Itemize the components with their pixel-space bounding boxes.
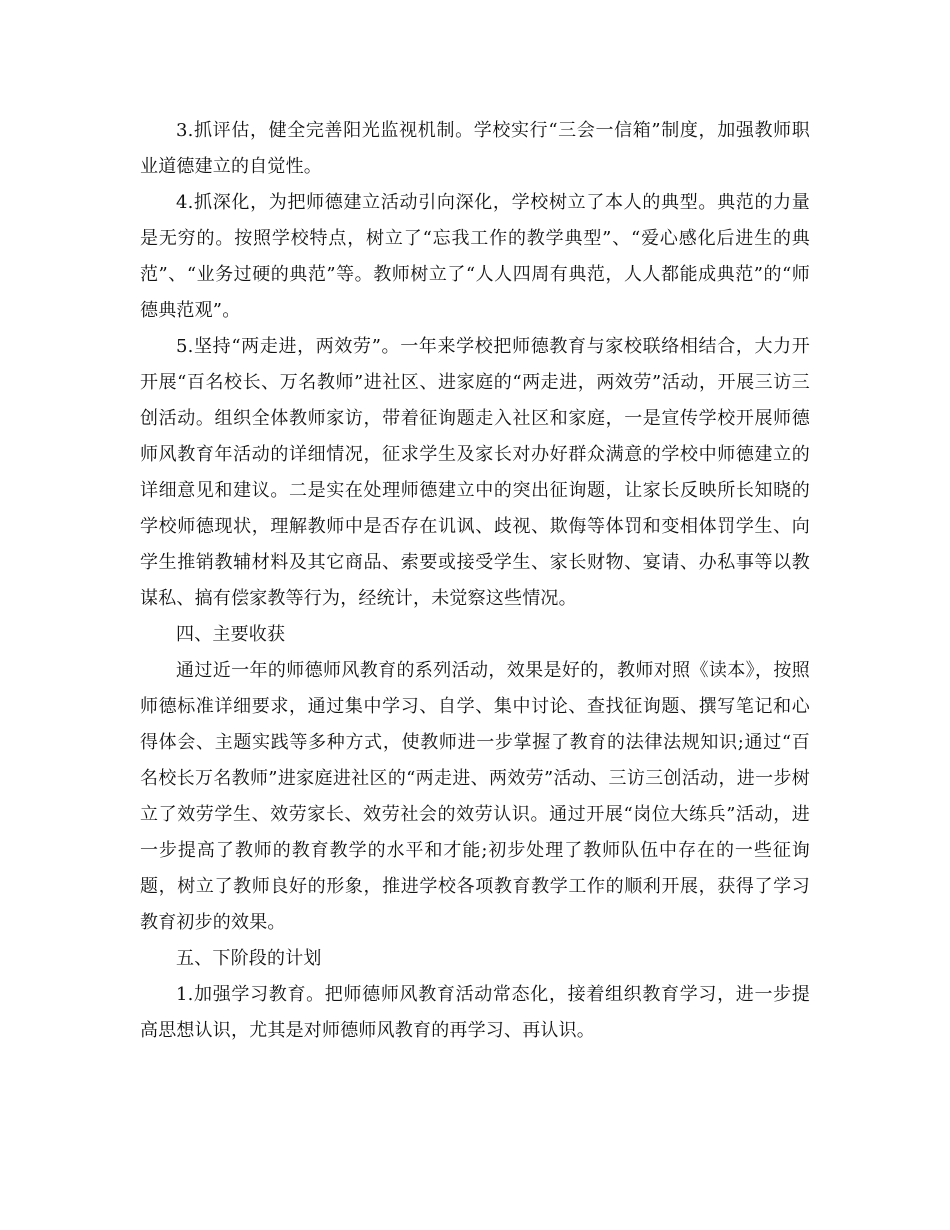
paragraph-item-4: 4.抓深化，为把师德建立活动引向深化，学校树立了本人的典型。典范的力量是无穷的。按照学校特点，树立了“忘我工作的教学典型”、“爱心感化后进生的典范”、“业务过硬的典范”等。教师树立了“人人四周有典范，人人都能成典范”的“师德典范观”。	[140, 192, 810, 321]
paragraph-item-3: 3.抓评估，健全完善阳光监视机制。学校实行“三会一信箱”制度，加强教师职业道德建立的自觉性。	[140, 120, 810, 177]
section-heading-main-gains: 四、主要收获	[176, 624, 286, 645]
paragraph-plan-item-1: 1.加强学习教育。把师德师风教育活动常态化，接着组织教育学习，进一步提高思想认识，尤其是对师德师风教育的再学习、再认识。	[140, 984, 810, 1041]
section-heading-next-plan: 五、下阶段的计划	[176, 948, 322, 969]
paragraph-main-gains: 通过近一年的师德师风教育的系列活动，效果是好的，教师对照《读本》，按照师德标准详细要求，通过集中学习、自学、集中讨论、查找征询题、撰写笔记和心得体会、主题实践等多种方式，使教师进一步掌握了教育的法律法规知识;通过“百名校长万名教师”进家庭进社区的“两走进、两效劳”活动、三访三创活动，进一步树立了效劳学生、效劳家长、效劳社会的效劳认识。通过开展“岗位大练兵”活动，进一步提高了教师的教育教学的水平和才能;初步处理了教师队伍中存在的一些征询题，树立了教师良好的形象，推进学校各项教育教学工作的顺利开展，获得了学习教育初步的效果。	[140, 660, 810, 933]
paragraph-item-5: 5.坚持“两走进，两效劳”。一年来学校把师德教育与家校联络相结合，大力开开展“百名校长、万名教师”进社区、进家庭的“两走进，两效劳”活动，开展三访三创活动。组织全体教师家访，带着征询题走入社区和家庭，一是宣传学校开展师德师风教育年活动的详细情况，征求学生及家长对办好群众满意的学校中师德建立的详细意见和建议。二是实在处理师德建立中的突出征询题，让家长反映所长知晓的学校师德现状，理解教师中是否存在讥讽、歧视、欺侮等体罚和变相体罚学生、向学生推销教辅材料及其它商品、索要或接受学生、家长财物、宴请、办私事等以教谋私、搞有偿家教等行为，经统计，未觉察这些情况。	[140, 336, 810, 609]
document-body	[140, 113, 810, 1049]
